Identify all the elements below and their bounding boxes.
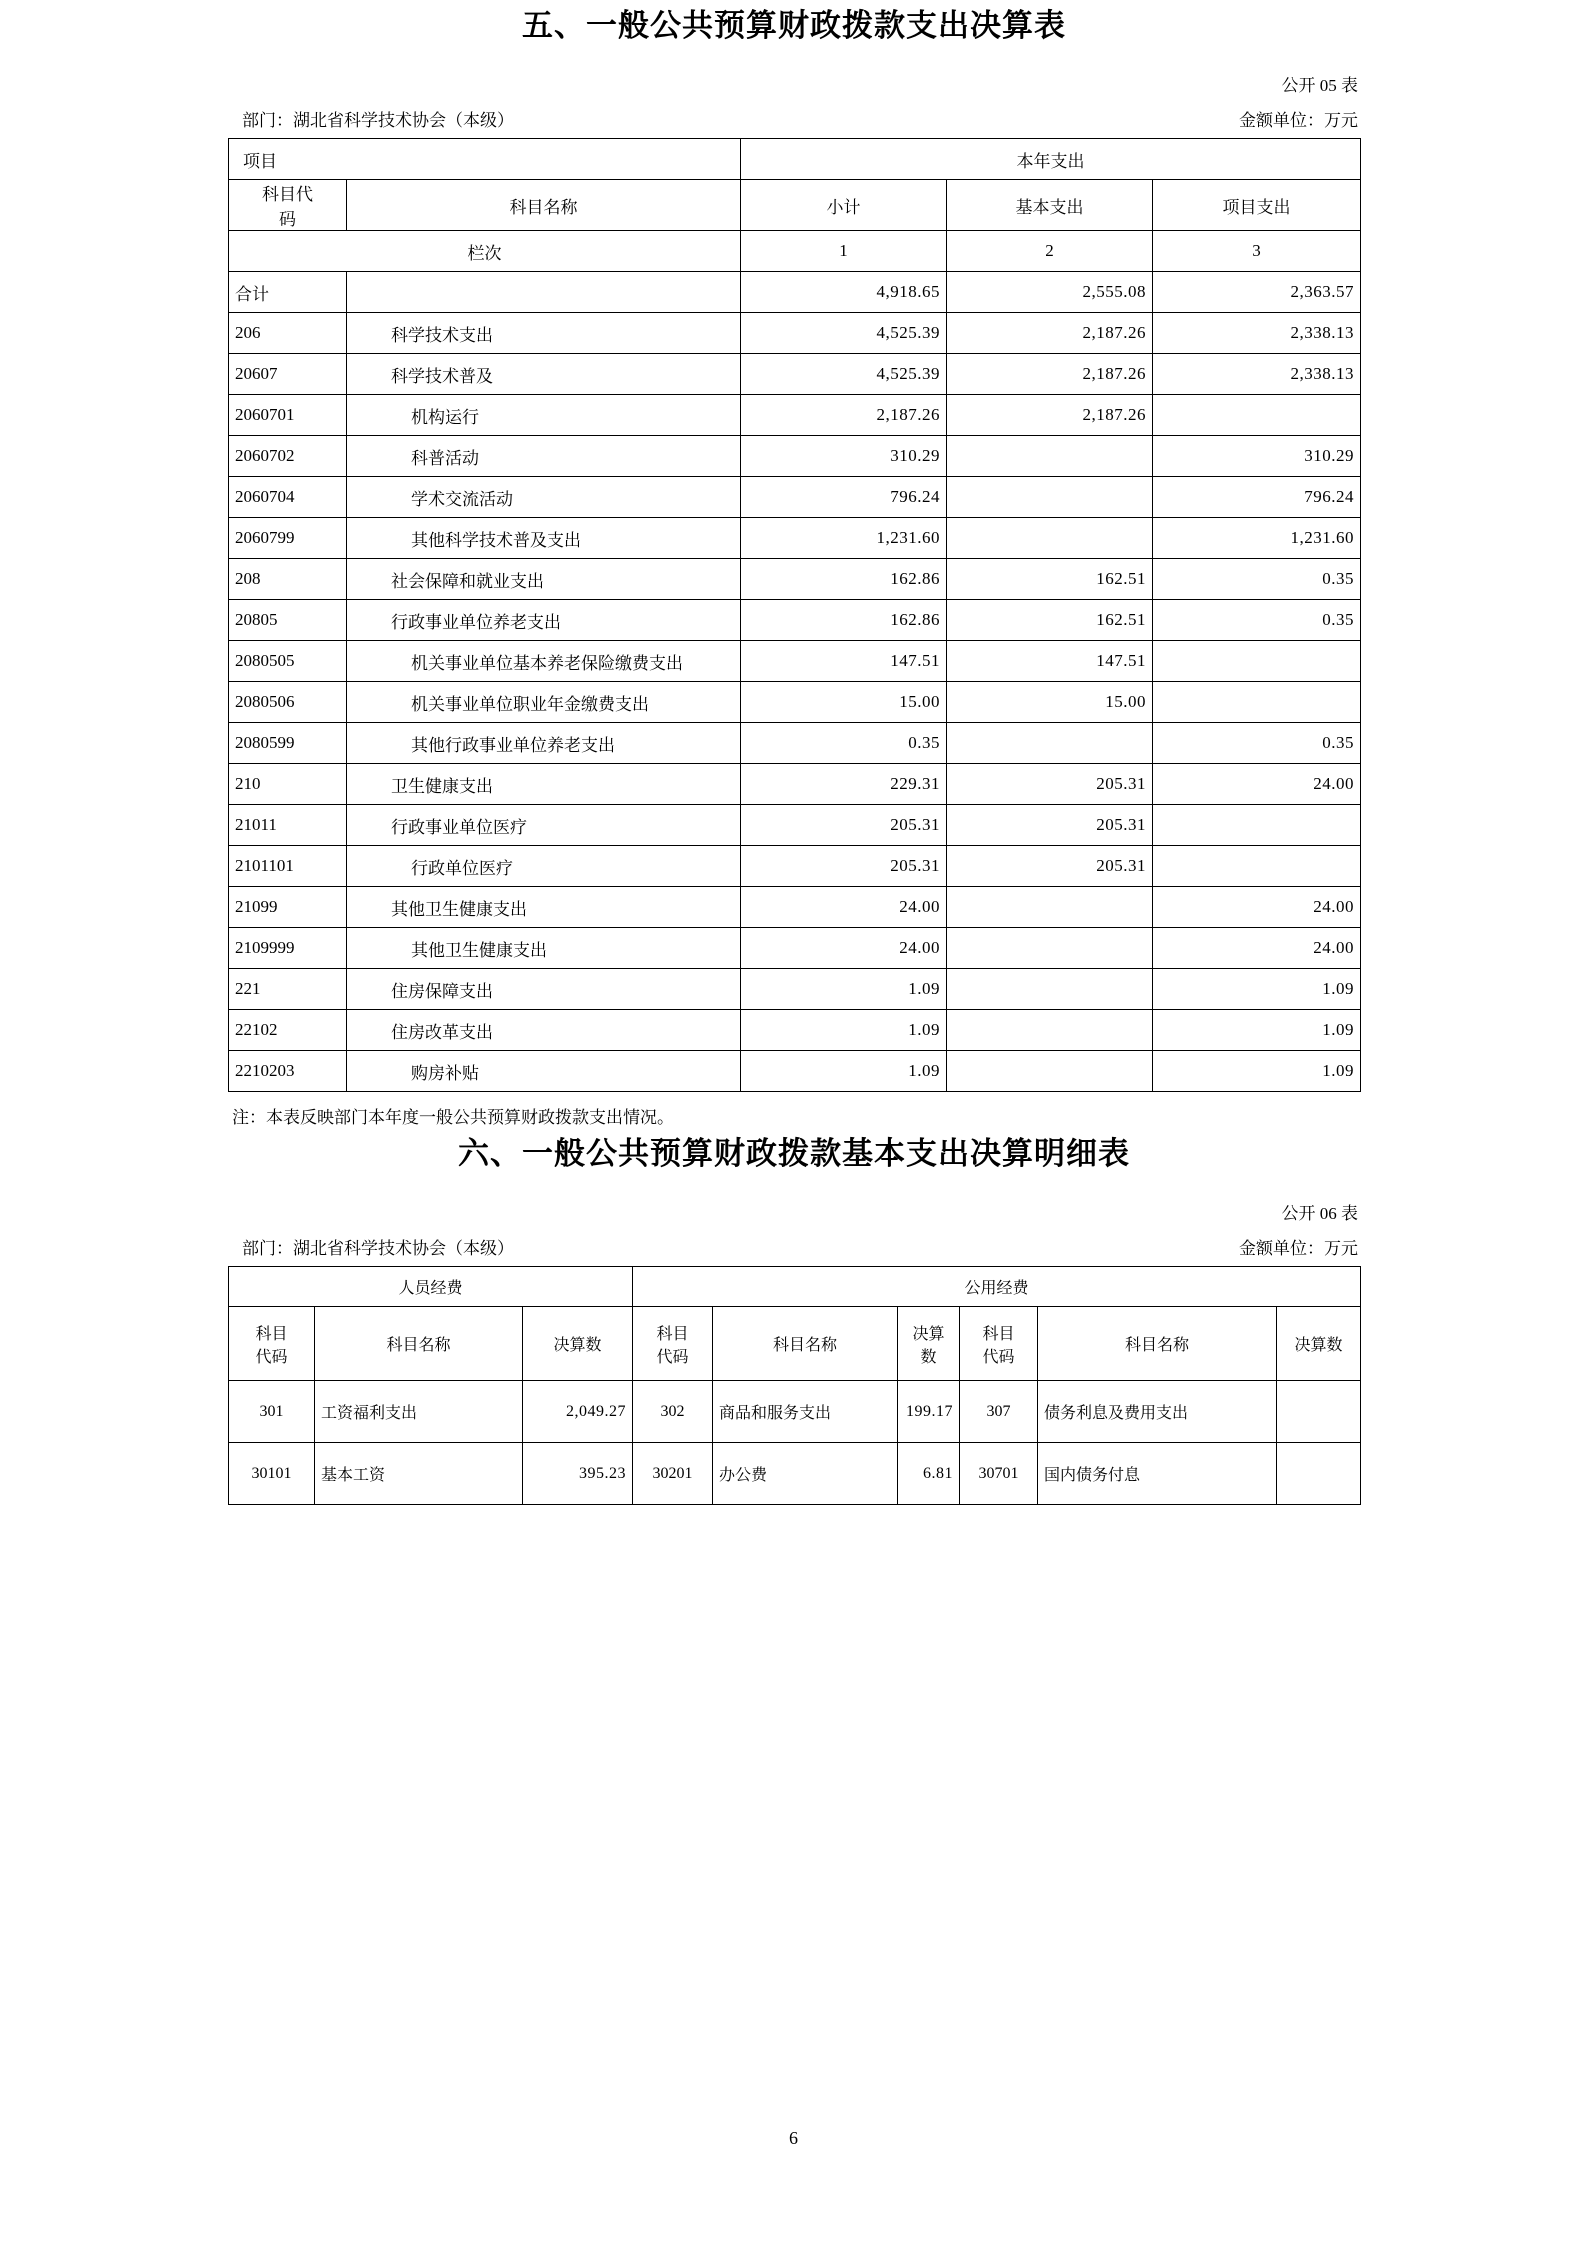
row-goods-code: 302 <box>633 1381 713 1443</box>
row-name: 行政事业单位养老支出 <box>347 600 741 641</box>
row-code: 2080505 <box>229 641 347 682</box>
section5-unit-label: 金额单位：万元 <box>1239 111 1358 130</box>
row-personnel-amount: 2,049.27 <box>523 1381 633 1443</box>
section6-form-number: 公开 06 表 <box>1281 1204 1358 1223</box>
table-row <box>229 1443 1361 1505</box>
row-name: 购房补贴 <box>347 1051 741 1092</box>
row-name: 其他科学技术普及支出 <box>347 518 741 559</box>
section5-note: 注：本表反映部门本年度一般公共预算财政拨款支出情况。 <box>232 1108 674 1127</box>
detail-header-name-2: 科目名称 <box>713 1307 898 1381</box>
row-basic <box>947 518 1153 559</box>
table-row <box>229 805 1361 846</box>
row-project <box>1153 846 1361 887</box>
row-project: 1.09 <box>1153 1010 1361 1051</box>
detail-header-amount-1: 决算数 <box>523 1307 633 1381</box>
row-code: 2060701 <box>229 395 347 436</box>
header-subject-code <box>229 180 347 231</box>
row-name: 学术交流活动 <box>347 477 741 518</box>
detail-header-amount-3: 决算数 <box>1277 1307 1361 1381</box>
table-row <box>229 887 1361 928</box>
row-personnel-amount: 395.23 <box>523 1443 633 1505</box>
row-code: 合计 <box>229 272 347 313</box>
row-name: 住房保障支出 <box>347 969 741 1010</box>
row-personnel-name: 基本工资 <box>315 1443 523 1505</box>
row-goods-amount: 6.81 <box>898 1443 960 1505</box>
row-code: 2080506 <box>229 682 347 723</box>
header-project-expense: 项目支出 <box>1153 180 1361 231</box>
row-code: 2210203 <box>229 1051 347 1092</box>
detail-header-group-row <box>229 1267 1361 1307</box>
row-basic: 205.31 <box>947 764 1153 805</box>
header-col-3: 3 <box>1153 231 1361 272</box>
header-year-expense: 本年支出 <box>741 139 1361 180</box>
row-basic: 15.00 <box>947 682 1153 723</box>
row-name: 其他卫生健康支出 <box>347 928 741 969</box>
section6-title: 六、一般公共预算财政拨款基本支出决算明细表 <box>458 1136 1130 1171</box>
detail-header-name-1: 科目名称 <box>315 1307 523 1381</box>
row-name: 社会保障和就业支出 <box>347 559 741 600</box>
table-row <box>229 969 1361 1010</box>
header-subtotal: 小计 <box>741 180 947 231</box>
detail-header-code-1-line2: 代码 <box>255 1348 288 1366</box>
detail-header-amount-2-line1: 决算 <box>912 1325 945 1343</box>
row-project: 0.35 <box>1153 723 1361 764</box>
row-name <box>347 272 741 313</box>
row-name: 其他行政事业单位养老支出 <box>347 723 741 764</box>
row-goods-name: 商品和服务支出 <box>713 1381 898 1443</box>
row-subtotal: 4,525.39 <box>741 313 947 354</box>
detail-header-code-2-line2: 代码 <box>656 1348 689 1366</box>
row-project <box>1153 641 1361 682</box>
row-project <box>1153 682 1361 723</box>
row-project <box>1153 395 1361 436</box>
detail-header-code-1 <box>229 1307 315 1381</box>
row-other-amount <box>1277 1381 1361 1443</box>
section6-meta <box>228 1234 1360 1259</box>
row-basic <box>947 1010 1153 1051</box>
row-subtotal: 24.00 <box>741 887 947 928</box>
row-code: 210 <box>229 764 347 805</box>
header-subject-code-line2: 码 <box>279 210 296 229</box>
row-subtotal: 147.51 <box>741 641 947 682</box>
row-basic <box>947 969 1153 1010</box>
row-project: 24.00 <box>1153 764 1361 805</box>
row-name: 机构运行 <box>347 395 741 436</box>
row-subtotal: 162.86 <box>741 559 947 600</box>
header-subject-name: 科目名称 <box>347 180 741 231</box>
header-column-label: 栏次 <box>229 231 741 272</box>
row-project: 0.35 <box>1153 559 1361 600</box>
row-code: 21011 <box>229 805 347 846</box>
row-subtotal: 4,525.39 <box>741 354 947 395</box>
row-other-name: 债务利息及费用支出 <box>1038 1381 1277 1443</box>
row-code: 20607 <box>229 354 347 395</box>
table-row <box>229 641 1361 682</box>
row-code: 2101101 <box>229 846 347 887</box>
table-row <box>229 600 1361 641</box>
row-code: 2060702 <box>229 436 347 477</box>
row-subtotal: 24.00 <box>741 928 947 969</box>
table-row <box>229 846 1361 887</box>
row-basic <box>947 436 1153 477</box>
row-basic: 162.51 <box>947 600 1153 641</box>
row-subtotal: 205.31 <box>741 846 947 887</box>
row-code: 20805 <box>229 600 347 641</box>
row-name: 行政事业单位医疗 <box>347 805 741 846</box>
row-subtotal: 310.29 <box>741 436 947 477</box>
header-subject-code-line1: 科目代 <box>262 185 313 204</box>
row-name: 住房改革支出 <box>347 1010 741 1051</box>
section5-form-number: 公开 05 表 <box>1281 76 1358 95</box>
row-subtotal: 229.31 <box>741 764 947 805</box>
table-row <box>229 764 1361 805</box>
header-col-1: 1 <box>741 231 947 272</box>
row-project: 24.00 <box>1153 928 1361 969</box>
row-project: 310.29 <box>1153 436 1361 477</box>
row-subtotal: 205.31 <box>741 805 947 846</box>
row-basic <box>947 928 1153 969</box>
section5-department-label: 部门：湖北省科学技术协会（本级） <box>242 111 514 130</box>
table-row <box>229 1010 1361 1051</box>
table-header-row-2 <box>229 180 1361 231</box>
basic-expenditure-detail-table <box>228 1266 1361 1505</box>
row-subtotal: 1.09 <box>741 969 947 1010</box>
table-row <box>229 559 1361 600</box>
row-personnel-code: 301 <box>229 1381 315 1443</box>
row-subtotal: 2,187.26 <box>741 395 947 436</box>
table-row <box>229 354 1361 395</box>
row-basic <box>947 887 1153 928</box>
row-basic: 162.51 <box>947 559 1153 600</box>
row-code: 2080599 <box>229 723 347 764</box>
header-item: 项目 <box>229 139 741 180</box>
row-subtotal: 15.00 <box>741 682 947 723</box>
table-row <box>229 928 1361 969</box>
detail-header-code-3-line1: 科目 <box>982 1325 1015 1343</box>
row-project <box>1153 805 1361 846</box>
general-public-budget-expenditure-table <box>228 138 1361 1092</box>
row-basic: 2,187.26 <box>947 313 1153 354</box>
row-project: 796.24 <box>1153 477 1361 518</box>
table-row <box>229 1381 1361 1443</box>
row-other-code: 30701 <box>960 1443 1038 1505</box>
row-basic: 2,555.08 <box>947 272 1153 313</box>
section5-title: 五、一般公共预算财政拨款支出决算表 <box>522 8 1066 43</box>
row-project: 24.00 <box>1153 887 1361 928</box>
row-code: 2109999 <box>229 928 347 969</box>
row-code: 2060799 <box>229 518 347 559</box>
row-personnel-name: 工资福利支出 <box>315 1381 523 1443</box>
row-project: 1.09 <box>1153 969 1361 1010</box>
row-project: 1.09 <box>1153 1051 1361 1092</box>
header-col-2: 2 <box>947 231 1153 272</box>
detail-header-code-3-line2: 代码 <box>982 1348 1015 1366</box>
page-content <box>228 0 1360 1505</box>
section6-department-label: 部门：湖北省科学技术协会（本级） <box>242 1239 514 1258</box>
row-other-amount <box>1277 1443 1361 1505</box>
row-basic: 205.31 <box>947 846 1153 887</box>
row-subtotal: 4,918.65 <box>741 272 947 313</box>
row-name: 卫生健康支出 <box>347 764 741 805</box>
page-number: 6 <box>789 2128 798 2148</box>
row-code: 206 <box>229 313 347 354</box>
row-goods-code: 30201 <box>633 1443 713 1505</box>
row-subtotal: 1.09 <box>741 1051 947 1092</box>
row-project: 1,231.60 <box>1153 518 1361 559</box>
row-project: 2,338.13 <box>1153 354 1361 395</box>
table-row <box>229 272 1361 313</box>
table-row <box>229 477 1361 518</box>
detail-header-code-2 <box>633 1307 713 1381</box>
group-public-label: 公用经费 <box>633 1267 1361 1307</box>
row-subtotal: 1.09 <box>741 1010 947 1051</box>
table-row <box>229 518 1361 559</box>
row-basic <box>947 1051 1153 1092</box>
row-project: 2,338.13 <box>1153 313 1361 354</box>
detail-header-amount-2-line2: 数 <box>920 1348 937 1366</box>
row-subtotal: 796.24 <box>741 477 947 518</box>
header-basic-expense: 基本支出 <box>947 180 1153 231</box>
detail-header-row <box>229 1307 1361 1381</box>
row-project: 2,363.57 <box>1153 272 1361 313</box>
table-header-row-1 <box>229 139 1361 180</box>
detail-header-amount-2 <box>898 1307 960 1381</box>
row-code: 208 <box>229 559 347 600</box>
row-name: 行政单位医疗 <box>347 846 741 887</box>
row-project: 0.35 <box>1153 600 1361 641</box>
table-row <box>229 723 1361 764</box>
detail-header-code-2-line1: 科目 <box>656 1325 689 1343</box>
section6-unit-label: 金额单位：万元 <box>1239 1239 1358 1258</box>
row-name: 机关事业单位基本养老保险缴费支出 <box>347 641 741 682</box>
detail-header-name-3: 科目名称 <box>1038 1307 1277 1381</box>
group-personnel-label: 人员经费 <box>229 1267 633 1307</box>
row-name: 科普活动 <box>347 436 741 477</box>
row-subtotal: 1,231.60 <box>741 518 947 559</box>
detail-header-code-1-line1: 科目 <box>255 1325 288 1343</box>
detail-header-code-3 <box>960 1307 1038 1381</box>
table-row <box>229 313 1361 354</box>
table-row <box>229 682 1361 723</box>
row-code: 221 <box>229 969 347 1010</box>
row-subtotal: 0.35 <box>741 723 947 764</box>
row-basic: 2,187.26 <box>947 395 1153 436</box>
row-name: 机关事业单位职业年金缴费支出 <box>347 682 741 723</box>
row-personnel-code: 30101 <box>229 1443 315 1505</box>
table-row <box>229 395 1361 436</box>
row-basic <box>947 477 1153 518</box>
row-other-name: 国内债务付息 <box>1038 1443 1277 1505</box>
row-code: 22102 <box>229 1010 347 1051</box>
row-basic <box>947 723 1153 764</box>
table-row <box>229 436 1361 477</box>
row-basic: 147.51 <box>947 641 1153 682</box>
row-other-code: 307 <box>960 1381 1038 1443</box>
section5-meta <box>228 106 1360 131</box>
row-subtotal: 162.86 <box>741 600 947 641</box>
row-goods-amount: 199.17 <box>898 1381 960 1443</box>
row-name: 科学技术支出 <box>347 313 741 354</box>
row-code: 2060704 <box>229 477 347 518</box>
row-name: 其他卫生健康支出 <box>347 887 741 928</box>
row-basic: 2,187.26 <box>947 354 1153 395</box>
row-name: 科学技术普及 <box>347 354 741 395</box>
row-code: 21099 <box>229 887 347 928</box>
row-basic: 205.31 <box>947 805 1153 846</box>
table-row <box>229 1051 1361 1092</box>
row-goods-name: 办公费 <box>713 1443 898 1505</box>
table-header-row-3 <box>229 231 1361 272</box>
